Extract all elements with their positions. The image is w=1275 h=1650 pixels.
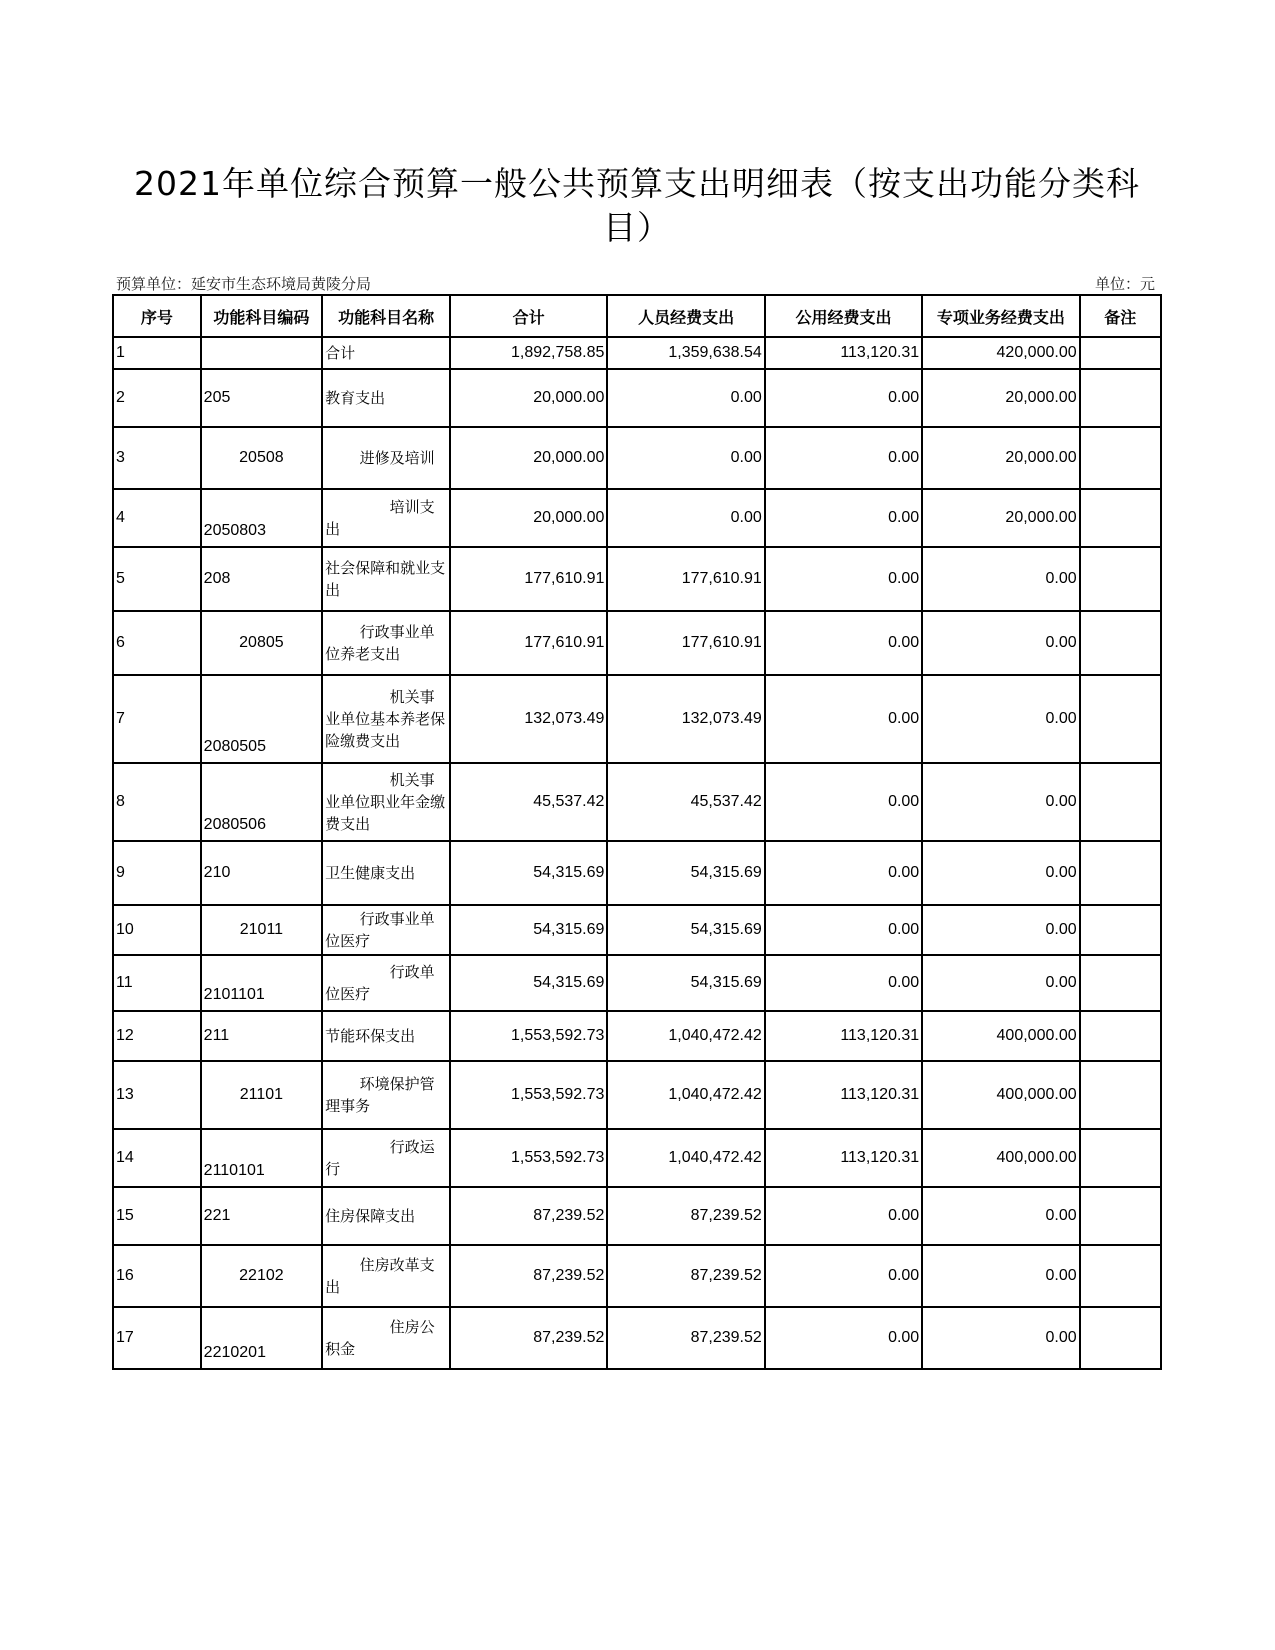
- cell-code: 208: [201, 547, 322, 611]
- cell-total: 54,315.69: [450, 905, 607, 955]
- cell-public: 113,120.31: [765, 1011, 922, 1061]
- cell-personnel: 54,315.69: [607, 841, 764, 905]
- cell-code: 21011: [201, 905, 322, 955]
- cell-code: 211: [201, 1011, 322, 1061]
- cell-special: 0.00: [922, 905, 1079, 955]
- cell-note: [1080, 675, 1161, 763]
- header-name: 功能科目名称: [322, 295, 450, 337]
- cell-public: 0.00: [765, 1245, 922, 1307]
- expenditure-table: [112, 294, 1162, 1370]
- cell-code: 22102: [201, 1245, 322, 1307]
- table-row: [113, 547, 1161, 611]
- cell-name: 卫生健康支出: [322, 841, 450, 905]
- table-row: [113, 905, 1161, 955]
- cell-seq: 10: [113, 905, 201, 955]
- cell-name: 培训支出: [322, 489, 450, 547]
- cell-seq: 4: [113, 489, 201, 547]
- cell-public: 113,120.31: [765, 337, 922, 369]
- cell-special: 0.00: [922, 611, 1079, 675]
- table-row: [113, 1245, 1161, 1307]
- cell-note: [1080, 1129, 1161, 1187]
- table-row: [113, 337, 1161, 369]
- cell-name: 行政事业单位养老支出: [322, 611, 450, 675]
- cell-seq: 9: [113, 841, 201, 905]
- table-body: [113, 337, 1161, 1369]
- cell-public: 0.00: [765, 841, 922, 905]
- cell-personnel: 0.00: [607, 427, 764, 489]
- cell-total: 1,553,592.73: [450, 1061, 607, 1129]
- cell-seq: 6: [113, 611, 201, 675]
- table-row: [113, 841, 1161, 905]
- cell-name: 住房改革支出: [322, 1245, 450, 1307]
- cell-seq: 16: [113, 1245, 201, 1307]
- cell-special: 400,000.00: [922, 1061, 1079, 1129]
- cell-special: 0.00: [922, 1307, 1079, 1369]
- cell-code: 210: [201, 841, 322, 905]
- cell-personnel: 54,315.69: [607, 955, 764, 1011]
- cell-total: 177,610.91: [450, 547, 607, 611]
- cell-public: 0.00: [765, 1187, 922, 1245]
- cell-seq: 2: [113, 369, 201, 427]
- cell-code: 2080506: [201, 763, 322, 841]
- cell-personnel: 54,315.69: [607, 905, 764, 955]
- cell-personnel: 177,610.91: [607, 547, 764, 611]
- cell-name: 行政单位医疗: [322, 955, 450, 1011]
- table-header-row: [113, 295, 1161, 337]
- cell-seq: 8: [113, 763, 201, 841]
- cell-special: 400,000.00: [922, 1129, 1079, 1187]
- cell-seq: 17: [113, 1307, 201, 1369]
- cell-special: 0.00: [922, 1187, 1079, 1245]
- table-row: [113, 675, 1161, 763]
- table-row: [113, 955, 1161, 1011]
- table-row: [113, 427, 1161, 489]
- cell-special: 0.00: [922, 1245, 1079, 1307]
- cell-seq: 3: [113, 427, 201, 489]
- cell-name: 环境保护管理事务: [322, 1061, 450, 1129]
- cell-total: 54,315.69: [450, 955, 607, 1011]
- cell-public: 0.00: [765, 369, 922, 427]
- cell-total: 1,553,592.73: [450, 1129, 607, 1187]
- cell-name: 机关事业单位职业年金缴费支出: [322, 763, 450, 841]
- table-row: [113, 1011, 1161, 1061]
- cell-public: 0.00: [765, 675, 922, 763]
- cell-name: 合计: [322, 337, 450, 369]
- cell-code: 2101101: [201, 955, 322, 1011]
- cell-personnel: 0.00: [607, 489, 764, 547]
- cell-note: [1080, 841, 1161, 905]
- cell-code: 221: [201, 1187, 322, 1245]
- cell-note: [1080, 489, 1161, 547]
- cell-note: [1080, 1011, 1161, 1061]
- cell-note: [1080, 1307, 1161, 1369]
- cell-seq: 15: [113, 1187, 201, 1245]
- cell-name: 机关事业单位基本养老保险缴费支出: [322, 675, 450, 763]
- cell-special: 0.00: [922, 955, 1079, 1011]
- cell-total: 20,000.00: [450, 427, 607, 489]
- cell-special: 0.00: [922, 675, 1079, 763]
- cell-public: 0.00: [765, 611, 922, 675]
- header-note: 备注: [1080, 295, 1161, 337]
- cell-special: 0.00: [922, 763, 1079, 841]
- cell-public: 0.00: [765, 905, 922, 955]
- cell-total: 1,553,592.73: [450, 1011, 607, 1061]
- cell-note: [1080, 611, 1161, 675]
- cell-seq: 11: [113, 955, 201, 1011]
- cell-personnel: 45,537.42: [607, 763, 764, 841]
- cell-total: 132,073.49: [450, 675, 607, 763]
- header-total: 合计: [450, 295, 607, 337]
- table-row: [113, 763, 1161, 841]
- cell-public: 0.00: [765, 1307, 922, 1369]
- cell-name: 节能环保支出: [322, 1011, 450, 1061]
- cell-special: 420,000.00: [922, 337, 1079, 369]
- cell-personnel: 177,610.91: [607, 611, 764, 675]
- cell-seq: 12: [113, 1011, 201, 1061]
- cell-public: 0.00: [765, 427, 922, 489]
- page-title: 2021年单位综合预算一般公共预算支出明细表（按支出功能分类科目）: [134, 164, 1140, 247]
- cell-personnel: 87,239.52: [607, 1307, 764, 1369]
- cell-note: [1080, 547, 1161, 611]
- cell-total: 1,892,758.85: [450, 337, 607, 369]
- table-row: [113, 1061, 1161, 1129]
- cell-total: 87,239.52: [450, 1187, 607, 1245]
- table-row: [113, 489, 1161, 547]
- cell-special: 0.00: [922, 547, 1079, 611]
- cell-note: [1080, 905, 1161, 955]
- header-public: 公用经费支出: [765, 295, 922, 337]
- cell-name: 进修及培训: [322, 427, 450, 489]
- header-seq: 序号: [113, 295, 201, 337]
- cell-note: [1080, 955, 1161, 1011]
- cell-personnel: 1,359,638.54: [607, 337, 764, 369]
- table-row: [113, 1129, 1161, 1187]
- cell-name: 社会保障和就业支出: [322, 547, 450, 611]
- currency-unit-label: 单位：元: [1094, 275, 1155, 293]
- cell-special: 20,000.00: [922, 427, 1079, 489]
- cell-public: 0.00: [765, 489, 922, 547]
- cell-note: [1080, 427, 1161, 489]
- cell-public: 113,120.31: [765, 1129, 922, 1187]
- cell-seq: 5: [113, 547, 201, 611]
- cell-name: 教育支出: [322, 369, 450, 427]
- cell-personnel: 132,073.49: [607, 675, 764, 763]
- cell-total: 20,000.00: [450, 369, 607, 427]
- table-row: [113, 611, 1161, 675]
- budget-unit-label: 预算单位：延安市生态环境局黄陵分局: [116, 275, 372, 293]
- cell-personnel: 87,239.52: [607, 1245, 764, 1307]
- cell-code: 20508: [201, 427, 322, 489]
- cell-seq: 7: [113, 675, 201, 763]
- cell-code: 21101: [201, 1061, 322, 1129]
- cell-note: [1080, 1245, 1161, 1307]
- cell-name: 行政运行: [322, 1129, 450, 1187]
- cell-total: 54,315.69: [450, 841, 607, 905]
- header-personnel: 人员经费支出: [607, 295, 764, 337]
- cell-personnel: 1,040,472.42: [607, 1129, 764, 1187]
- cell-total: 45,537.42: [450, 763, 607, 841]
- cell-personnel: 1,040,472.42: [607, 1011, 764, 1061]
- cell-note: [1080, 369, 1161, 427]
- cell-total: 177,610.91: [450, 611, 607, 675]
- cell-total: 87,239.52: [450, 1245, 607, 1307]
- cell-name: 行政事业单位医疗: [322, 905, 450, 955]
- cell-seq: 1: [113, 337, 201, 369]
- cell-public: 113,120.31: [765, 1061, 922, 1129]
- cell-special: 400,000.00: [922, 1011, 1079, 1061]
- cell-public: 0.00: [765, 547, 922, 611]
- cell-special: 0.00: [922, 841, 1079, 905]
- cell-code: 2110101: [201, 1129, 322, 1187]
- cell-note: [1080, 337, 1161, 369]
- cell-public: 0.00: [765, 955, 922, 1011]
- table-row: [113, 369, 1161, 427]
- table-row: [113, 1187, 1161, 1245]
- cell-seq: 14: [113, 1129, 201, 1187]
- cell-name: 住房保障支出: [322, 1187, 450, 1245]
- cell-code: 2080505: [201, 675, 322, 763]
- cell-code: 2210201: [201, 1307, 322, 1369]
- cell-code: [201, 337, 322, 369]
- cell-note: [1080, 1187, 1161, 1245]
- header-code: 功能科目编码: [201, 295, 322, 337]
- table-row: [113, 1307, 1161, 1369]
- cell-special: 20,000.00: [922, 489, 1079, 547]
- cell-personnel: 1,040,472.42: [607, 1061, 764, 1129]
- cell-personnel: 87,239.52: [607, 1187, 764, 1245]
- cell-total: 87,239.52: [450, 1307, 607, 1369]
- cell-personnel: 0.00: [607, 369, 764, 427]
- cell-code: 205: [201, 369, 322, 427]
- cell-note: [1080, 763, 1161, 841]
- cell-name: 住房公积金: [322, 1307, 450, 1369]
- cell-code: 2050803: [201, 489, 322, 547]
- cell-note: [1080, 1061, 1161, 1129]
- cell-special: 20,000.00: [922, 369, 1079, 427]
- cell-public: 0.00: [765, 763, 922, 841]
- cell-total: 20,000.00: [450, 489, 607, 547]
- cell-seq: 13: [113, 1061, 201, 1129]
- header-special: 专项业务经费支出: [922, 295, 1079, 337]
- cell-code: 20805: [201, 611, 322, 675]
